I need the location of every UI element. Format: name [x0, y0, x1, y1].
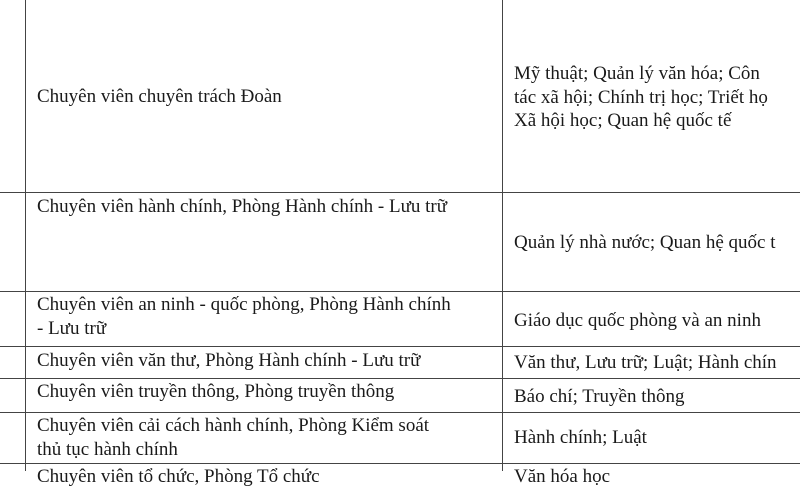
position-cell-line: - Lưu trữ [37, 318, 107, 339]
position-cell-line: Chuyên viên an ninh - quốc phòng, Phòng Hành chính [37, 294, 451, 315]
majors-cell-line: Giáo dục quốc phòng và an ninh [514, 310, 761, 331]
position-cell-line: thủ tục hành chính [37, 439, 178, 460]
column-divider-1 [25, 0, 26, 471]
row-divider-2 [0, 291, 800, 292]
row-divider-6 [0, 463, 800, 464]
majors-cell-line: Văn thư, Lưu trữ; Luật; Hành chín [514, 352, 777, 373]
majors-cell-line: Văn hóa học [514, 466, 611, 487]
row-divider-3 [0, 346, 800, 347]
position-cell: Chuyên viên văn thư, Phòng Hành chính - Lưu trữ [37, 350, 421, 371]
column-divider-2 [502, 0, 503, 471]
row-divider-4 [0, 378, 800, 379]
position-cell: Chuyên viên hành chính, Phòng Hành chính - Lưu trữ [37, 196, 448, 217]
row-divider-5 [0, 412, 800, 413]
position-cell-line: Chuyên viên cải cách hành chính, Phòng Kiểm soát [37, 415, 430, 436]
majors-cell-line: Quản lý nhà nước; Quan hệ quốc t [514, 232, 776, 253]
majors-cell-line: Mỹ thuật; Quản lý văn hóa; Côn [514, 63, 760, 84]
majors-cell-line: Báo chí; Truyền thông [514, 386, 685, 407]
row-divider-1 [0, 192, 800, 193]
majors-cell-line: Xã hội học; Quan hệ quốc tế [514, 110, 732, 131]
position-cell: Chuyên viên tổ chức, Phòng Tổ chức [37, 466, 320, 487]
position-cell: Chuyên viên truyền thông, Phòng truyền thông [37, 381, 395, 402]
position-cell: Chuyên viên chuyên trách Đoàn [37, 86, 282, 107]
majors-cell-line: Hành chính; Luật [514, 427, 647, 448]
majors-cell-line: tác xã hội; Chính trị học; Triết họ [514, 87, 768, 108]
